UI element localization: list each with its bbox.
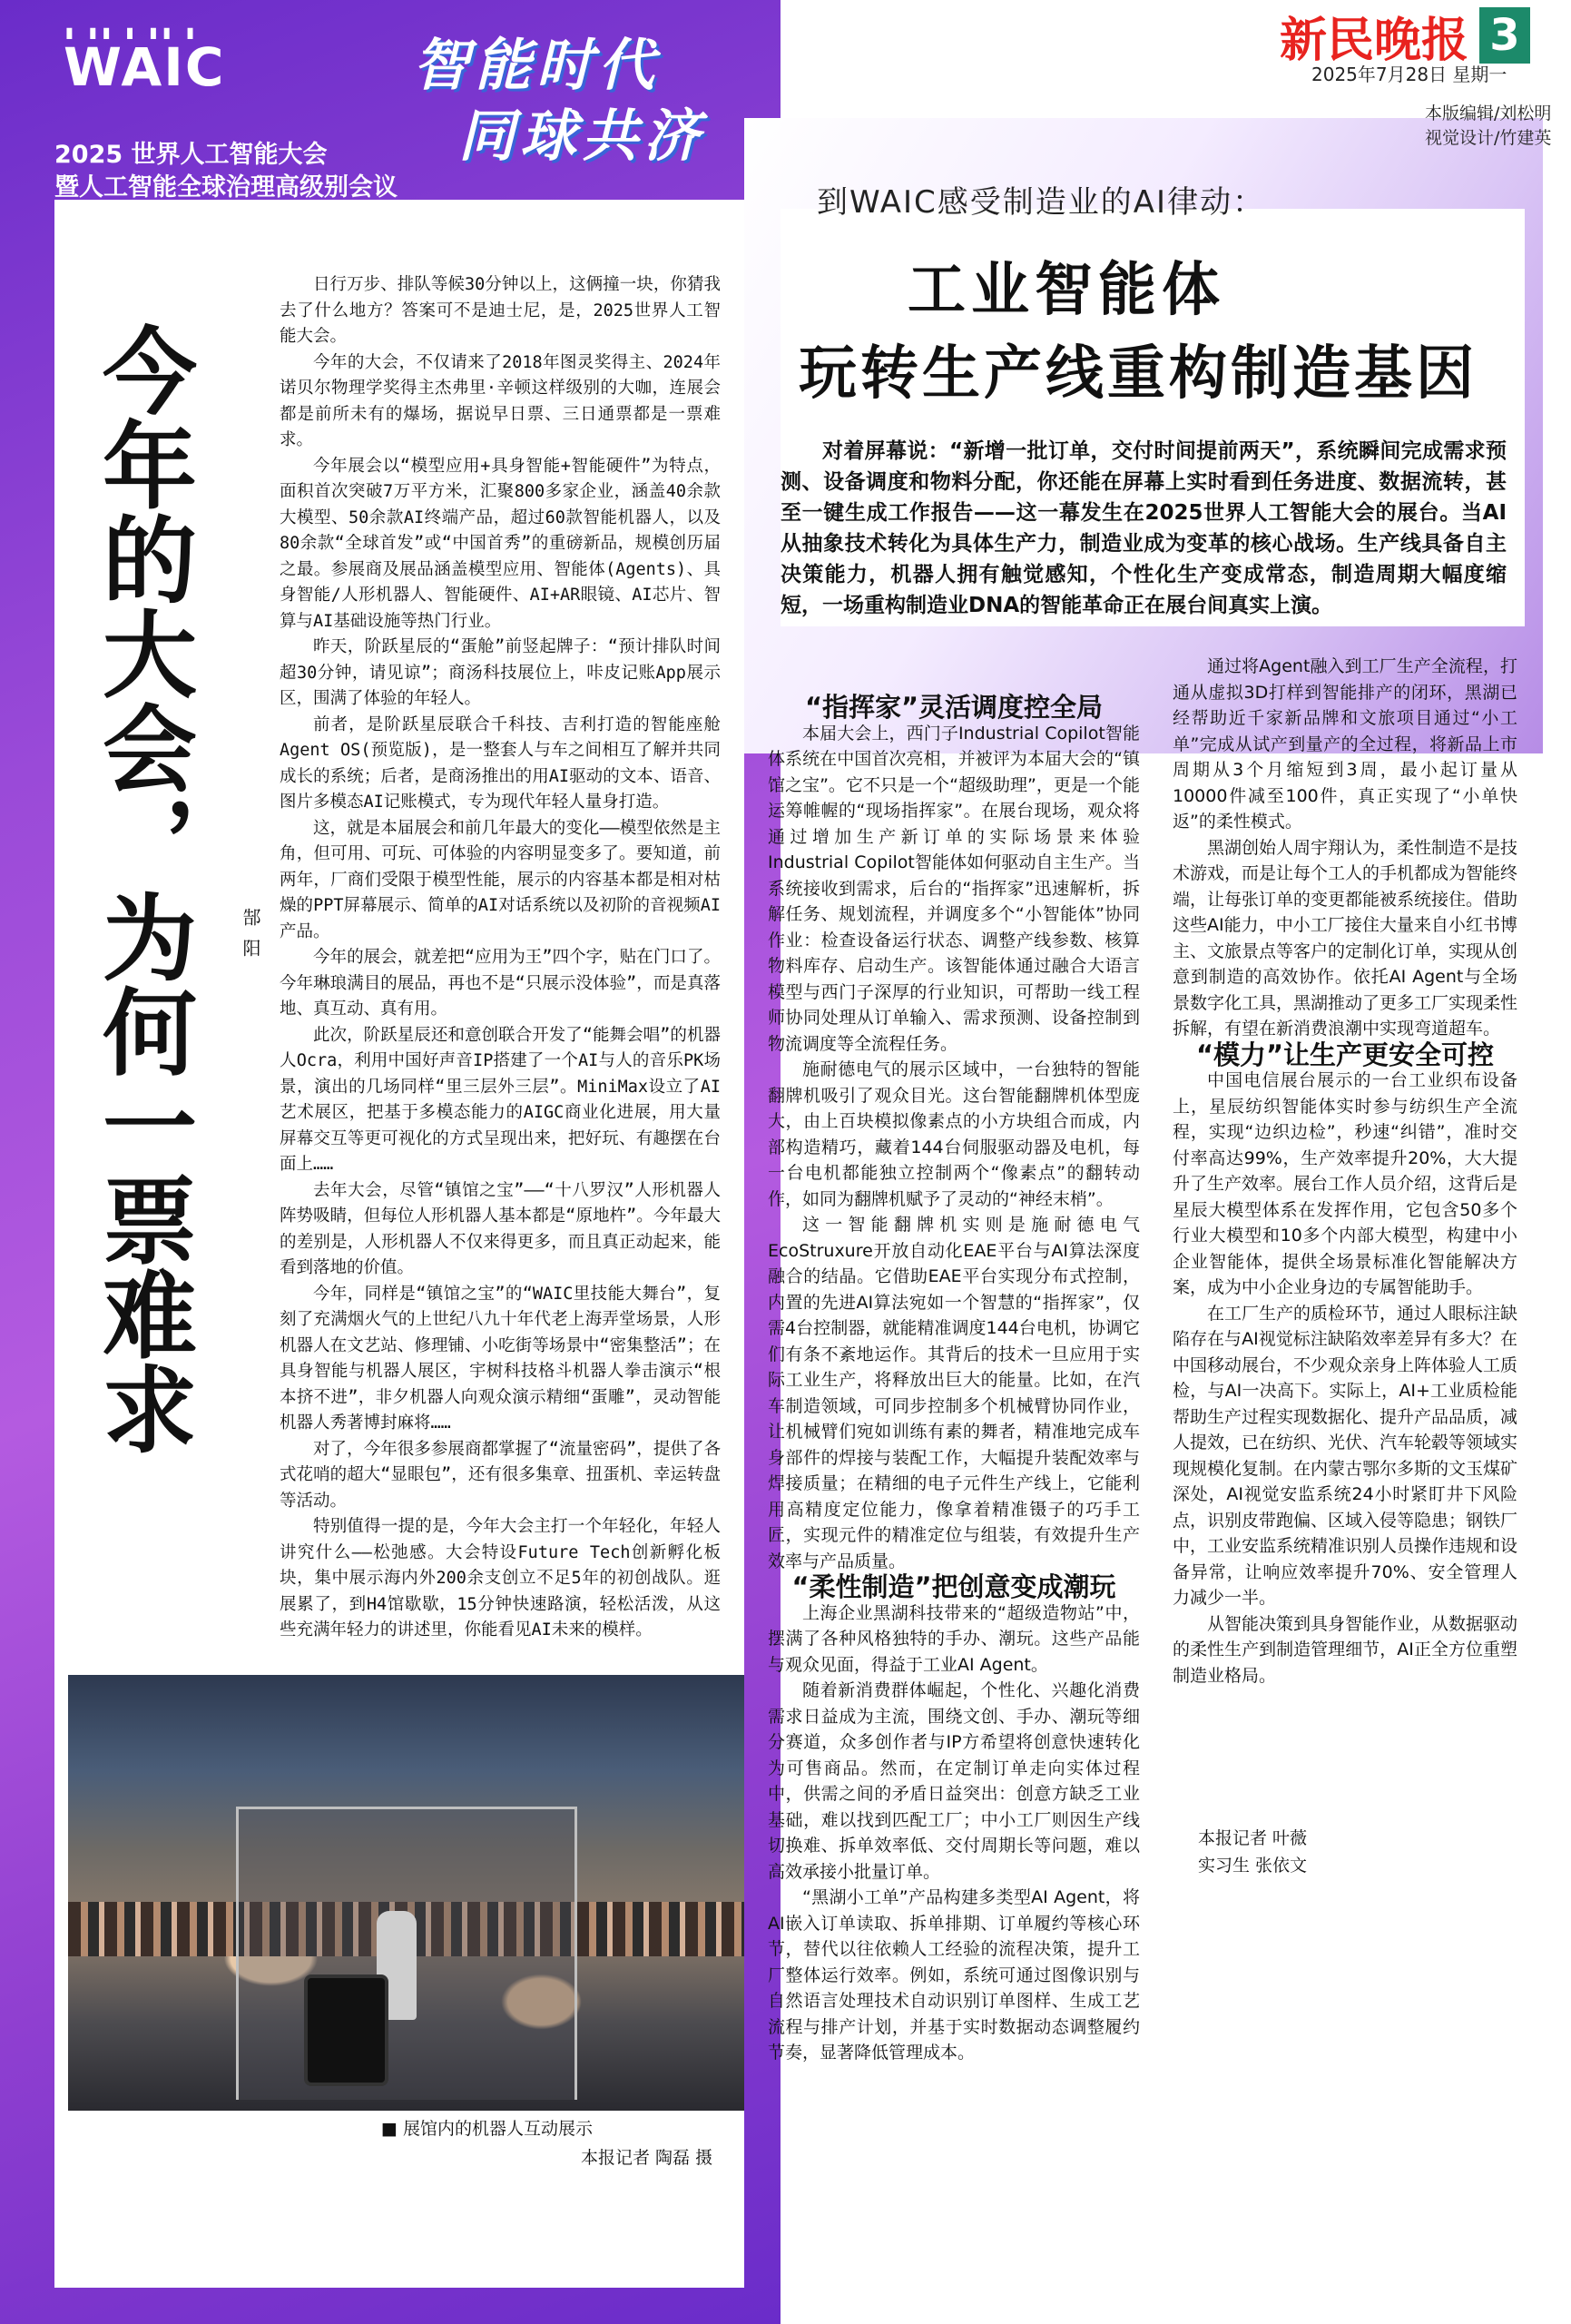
slogan-line1: 智能时代 <box>413 32 661 98</box>
event-name-line2: 暨人工智能全球治理高级别会议 <box>54 173 398 202</box>
newspaper-masthead: 新民晚报 <box>1280 13 1469 68</box>
article-paragraph: 前者，是阶跃星辰联合千科技、吉利打造的智能座舱Agent OS(预览版)，是一整套人与车之间相互了解并共同成长的系统；后者，是商汤推出的用AI驱动的文本、语音、图片多模态AI记账模式，专为现代年轻人量身打造。 <box>280 714 721 812</box>
article-paragraph: 这，就是本届展会和前几年最大的变化——模型依然是主角，但可用、可玩、可体验的内容明显变多了。要知道，前两年，厂商们受限于模型性能，展示的内容基本都是相对枯燥的PPT屏幕展示、简单的AI对话系统以及初阶的音视频AI产品。 <box>280 818 721 941</box>
waic-logo-dots: ▮ ▮▮ ▮ ▮▮ ▮ <box>65 24 200 41</box>
article-paragraph: 在工厂生产的质检环节，通过人眼标注缺陷存在与AI视觉标注缺陷效率差异有多大？在中国移动展台，不少观众亲身上阵体验人工质检，与AI一决高下。实际上，AI+工业质检能帮助生产过程实现数据化、提升产品品质，减人提效，已在纺织、光伏、汽车轮毂等领域实现规模化复制。在内蒙古鄂尔多斯的文玉煤矿深处，AI视觉安监系统24小时紧盯井下风险点，识别皮带跑偏、区域入侵等隐患；钢铁厂中，工业安监系统精准识别人员操作违规和设备异常，让响应效率提升70%、安全管理人力减少一半。 <box>1173 1303 1518 1608</box>
article-paragraph: 随着新消费群体崛起，个性化、兴趣化消费需求日益成为主流，围绕文创、手办、潮玩等细分赛道，众多创作者与IP方希望将创意快速转化为可售商品。然而，在定制订单走向实体过程中，供需之间的矛盾日益突出：创意方缺乏工业基础，难以找到匹配工厂；中小工厂则因生产线切换难、拆单效率低、交付周期长等问题，难以高效承接小批量订单。 <box>768 1680 1140 1882</box>
left-article-title: 今年的大会，为何一票难求 <box>86 322 198 1455</box>
section-title-2: “柔性制造”把创意变成潮玩 <box>791 1571 1116 1602</box>
article-paragraph: “黑湖小工单”产品构建多类型AI Agent，将AI嵌入订单读取、拆单排期、订单履约等核心环节，替代以往依赖人工经验的流程决策，提升工厂整体运行效率。例如，系统可通过图像识别与自然语言处理技术自动识别订单图样、生成工艺流程与排产计划，并基于实时数据动态调整履约节奏，显著降低管理成本。 <box>768 1887 1140 2063</box>
article-column-right <box>1173 654 1517 1689</box>
article-column-middle <box>768 694 1140 2066</box>
article-kicker: 到WAIC感受制造业的AI律动： <box>817 184 1266 221</box>
article-lede: 对着屏幕说：“新增一批订单，交付时间提前两天”，系统瞬间完成需求预测、设备调度和物料分配，你还能在屏幕上实时看到任务进度、数据流转，甚至一键生成工作报告——这一幕发生在2025世界人工智能大会的展台。当AI从抽象技术转化为具体生产力，制造业成为变革的核心战场。生产线具备自主决策能力，机器人拥有触觉感知，个性化生产变成常态，制造周期大幅度缩短，一场重构制造业DNA的智能革命正在展台间真实上演。 <box>781 439 1507 617</box>
reporter-credit: 本报记者 叶薇 <box>1198 1828 1308 1848</box>
photo-caption: ■ 展馆内的机器人互动展示 <box>381 2119 593 2139</box>
article-headline-line2: 玩转生产线重构制造基因 <box>799 340 1478 408</box>
article-paragraph: 对了，今年很多参展商都掌握了“流量密码”，提供了各式花哨的超大“显眼包”，还有很多集章、扭蛋机、幸运转盘等活动。 <box>280 1439 721 1511</box>
article-paragraph: 日行万步、排队等候30分钟以上，这俩撞一块，你猜我去了什么地方？答案可不是迪士尼，是，2025世界人工智能大会。 <box>280 275 721 346</box>
editor-credit: 本版编辑/刘松明 <box>1425 103 1552 123</box>
intern-credit: 实习生 张依文 <box>1198 1856 1308 1876</box>
article-paragraph: 今年展会以“模型应用+具身智能+智能硬件”为特点，面积首次突破7万平方米，汇聚800多家企业，涵盖40余款大模型、50余款AI终端产品，超过60款智能机器人，以及80余款“全球首发”或“中国首秀”的重磅新品，规模创历届之最。参展商及展品涵盖模型应用、智能体(Agents)、具身智能/人形机器人、智能硬件、AI+AR眼镜、AI芯片、智算与AI基础设施等热门行业。 <box>280 456 721 631</box>
article-paragraph: 黑湖创始人周宇翔认为，柔性制造不是技术游戏，而是让每个工人的手机都成为智能终端，让每张订单的变更都能被系统接住。借助这些AI能力，中小工厂接住大量来自小红书博主、文旅景点等客户的定制化订单，实现从创意到制造的高效协作。依托AI Agent与全场景数字化工具，黑湖推动了更多工厂实现柔性拆解，有望在新消费浪潮中实现弯道超车。 <box>1173 837 1518 1039</box>
event-name-line1: 2025 世界人工智能大会 <box>54 141 328 169</box>
section-title-1: “指挥家”灵活调度控全局 <box>804 692 1104 723</box>
photo-phone <box>304 1974 388 2086</box>
article-paragraph: 从智能决策到具身智能作业，从数据驱动的柔性生产到制造管理细节，AI正全方位重塑制造业格局。 <box>1173 1613 1518 1686</box>
article-paragraph: 通过将Agent融入到工厂生产全流程，打通从虚拟3D打样到智能排产的闭环，黑湖已经帮助近千家新品牌和文旅项目通过“小工单”完成从试产到量产的全过程，将新品上市周期从3个月缩短到3周，最小起订量从10000件减至100件，真正实现了“小单快返”的柔性模式。 <box>1173 656 1517 832</box>
article-paragraph: 今年的大会，不仅请来了2018年图灵奖得主、2024年诺贝尔物理学奖得主杰弗里·辛顿这样级别的大咖，连展会都是前所未有的爆场，据说早日票、三日通票都是一票难求。 <box>280 352 721 449</box>
designer-credit: 视觉设计/竹建英 <box>1425 128 1552 148</box>
article-headline-line1: 工业智能体 <box>908 257 1225 324</box>
left-article-author: 郜阳 <box>240 908 261 970</box>
slogan-line2: 同球共济 <box>458 103 706 169</box>
article-paragraph: 此次，阶跃星辰还和意创联合开发了“能舞会唱”的机器人Ocra，利用中国好声音IP搭建了一个AI与人的音乐PK场景，演出的几场同样“里三层外三层”。MiniMax设立了AI艺术展区，把基于多模态能力的AIGC商业化进展，用大量屏幕交互等更可视化的方式呈现出来，把好玩、有趣摆在台面上…… <box>280 1025 721 1174</box>
article-paragraph: 今年，同样是“镇馆之宝”的“WAIC里技能大舞台”，复刻了充满烟火气的上世纪八九十年代老上海弄堂场景，人形机器人在文艺站、修理铺、小吃街等场景中“密集整活”；在具身智能与机器人展区，宇树科技格斗机器人拳击演示“根本挤不进”，非夕机器人向观众演示精细“蛋雕”，灵动智能机器人秀著博封麻将…… <box>280 1284 721 1433</box>
article-paragraph: 上海企业黑湖科技带来的“超级造物站”中，摆满了各种风格独特的手办、潮玩。这些产品能与观众见面，得益于工业AI Agent。 <box>768 1602 1140 1675</box>
photo-credit: 本报记者 陶磊 摄 <box>581 2148 713 2168</box>
article-paragraph: 这一智能翻牌机实则是施耐德电气EcoStruxure开放自动化EAE平台与AI算法深度融合的结晶。它借助EAE平台实现分布式控制，内置的先进AI算法宛如一个智慧的“指挥家”，仅需4台控制器，就能精准调度144台电机，协调它们有条不紊地运作。其背后的技术一旦应用于实际工业生产，将释放出巨大的能量。比如，在汽车制造领域，可同步控制多个机械臂协同作业，让机械臂们宛如训练有素的舞者，精准地完成车身部件的焊接与装配工作，大幅提升装配效率与焊接质量；在精细的电子元件生产线上，它能利用高精度定位能力，像拿着精准镊子的巧手工匠，实现元件的精准定位与组装，有效提升生产效率与产品质量。 <box>768 1215 1140 1571</box>
issue-date: 2025年7月28日 星期一 <box>1311 64 1507 85</box>
section-title-3: “模力”让生产更安全可控 <box>1195 1039 1495 1070</box>
article-paragraph: 中国电信展台展示的一台工业织布设备上，星辰纺织智能体实时参与纺织生产全流程，实现“边织边检”，秒速“纠错”，准时交付率高达99%，生产效率提升20%，大大提升了生产效率。展台工作人员介绍，这背后是星辰大模型体系在发挥作用，它包含50多个行业大模型和10多个内部大模型，构建中小企业智能体，提供全场景标准化智能解决方案，成为中小企业身边的专属智能助手。 <box>1173 1070 1518 1297</box>
article-paragraph: 昨天，阶跃星辰的“蛋舱”前竖起牌子：“预计排队时间超30分钟，请见谅”；商汤科技展位上，咔皮记账App展示区，围满了体验的年轻人。 <box>280 637 721 708</box>
article-paragraph: 特别值得一提的是，今年大会主打一个年轻化，年轻人讲究什么——松弛感。大会特设Future Tech创新孵化板块，集中展示海内外200余支创立不足5年的初创战队。逛展累了，到H4馆歇歇，15分钟快速路演，轻松活泼，从这些充满年轻力的讲述里，你能看见AI未来的模样。 <box>280 1517 721 1640</box>
article-paragraph: 施耐德电气的展示区域中，一台独特的智能翻牌机吸引了观众目光。这台智能翻牌机体型庞大，由上百块模拟像素点的小方块组合而成，内部构造精巧，藏着144台伺服驱动器及电机，每一台电机都能独立控制两个“像素点”的翻转动作，如同为翻牌机赋予了灵动的“神经末梢”。 <box>768 1059 1140 1209</box>
left-article-body <box>280 272 721 1644</box>
waic-logo: WAIC <box>64 36 226 98</box>
page-number: 3 <box>1479 7 1530 64</box>
article-paragraph: 去年大会，尽管“镇馆之宝”——“十八罗汉”人形机器人阵势吸睛，但每位人形机器人基本都是“原地杵”。今年最大的差别是，人形机器人不仅来得更多，而且真正动起来，能看到落地的价值。 <box>280 1180 721 1277</box>
article-paragraph: 本届大会上，西门子Industrial Copilot智能体系统在中国首次亮相，并被评为本届大会的“镇馆之宝”。它不只是一个“超级助理”，更是一个能运筹帷幄的“现场指挥家”。在展台现场，观众将通过增加生产新订单的实际场景来体验Industrial Copilot智能体如何驱动自主生产。当系统接收到需求，后台的“指挥家”迅速解析，拆解任务、规划流程，并调度多个“小智能体”协同作业：检查设备运行状态、调整产线参数、核算物料库存、启动生产。该智能体通过融合大语言模型与西门子深厚的行业知识，可帮助一线工程师协同处理从订单输入、需求预测、设备控制到物流调度等全流程任务。 <box>768 723 1140 1054</box>
article-paragraph: 今年的展会，就差把“应用为王”四个字，贴在门口了。今年琳琅满目的展品，再也不是“只展示没体验”，而是真落地、真互动、真有用。 <box>280 948 721 1019</box>
